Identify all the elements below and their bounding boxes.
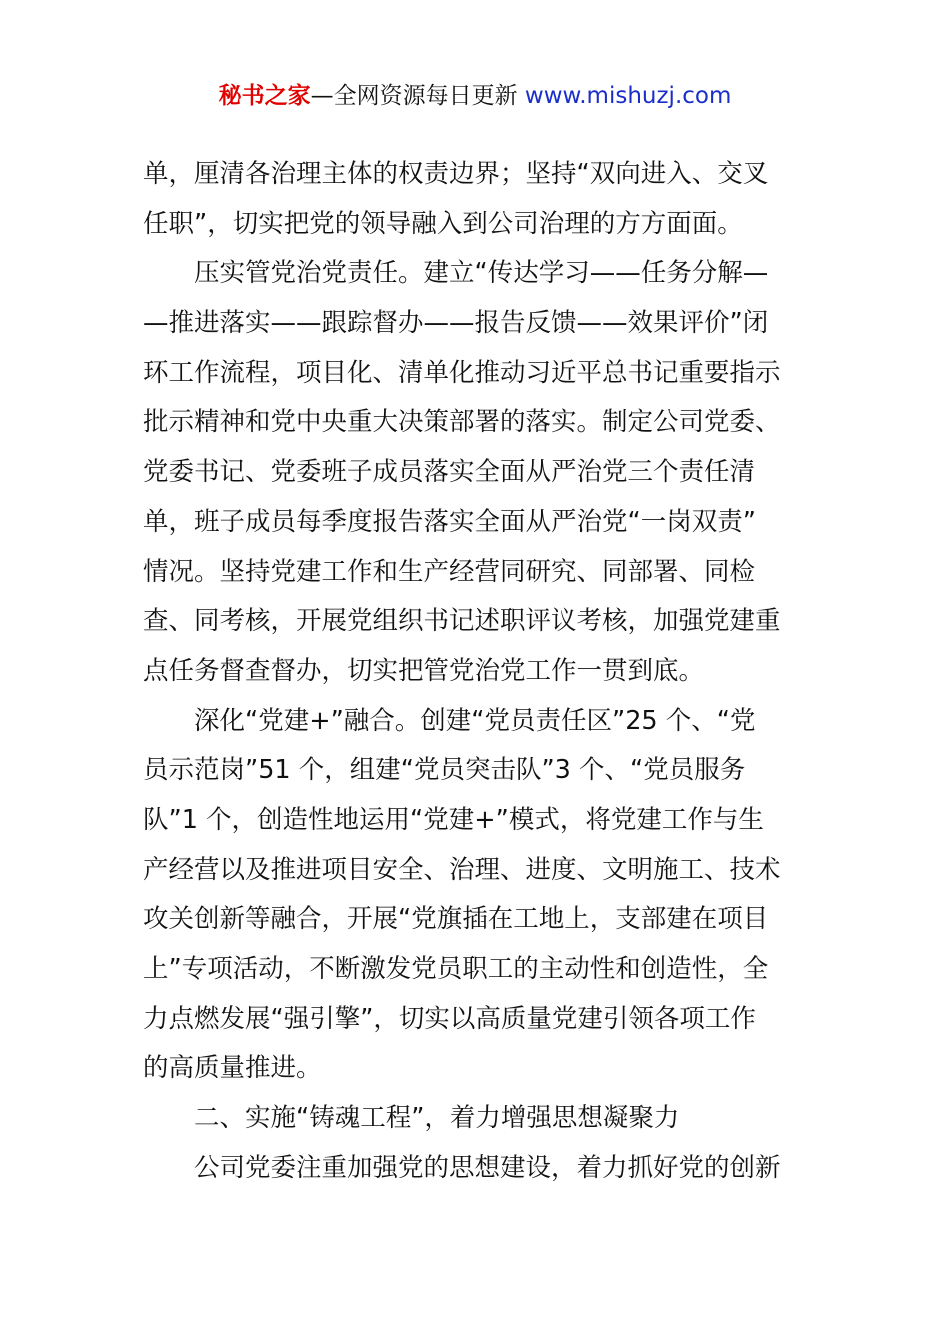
text-line: —推进落实——跟踪督办——报告反馈——效果评价”闭 bbox=[143, 308, 769, 339]
text-line: 上”专项活动，不断激发党员职工的主动性和创造性，全 bbox=[143, 954, 769, 984]
page-header bbox=[0, 80, 950, 112]
text-line: 产经营以及推进项目安全、治理、进度、文明施工、技术 bbox=[143, 854, 781, 885]
text-line: 攻关创新等融合，开展“党旗插在工地上，支部建在项目 bbox=[143, 904, 769, 935]
site-tagline: —全网资源每日更新 bbox=[310, 83, 525, 109]
document-body bbox=[143, 150, 807, 1193]
text-line: 单，班子成员每季度报告落实全面从严治党“一岗双责” bbox=[143, 506, 756, 537]
text-line: 队”1 个，创造性地运用“党建+”模式，将党建工作与生 bbox=[143, 804, 764, 835]
text-line: 公司党委注重加强党的思想建设，着力抓好党的创新 bbox=[194, 1152, 781, 1183]
paragraph-heading: 压实管党治党责任。建立“传达学习——任务分解— bbox=[194, 258, 769, 289]
text-line: 查、同考核，开展党组织书记述职评议考核，加强党建重 bbox=[143, 606, 781, 637]
section-heading: 二、实施“铸魂工程”，着力增强思想凝聚力 bbox=[194, 1103, 680, 1134]
text-line: 党委书记、党委班子成员落实全面从严治党三个责任清 bbox=[143, 457, 756, 488]
text-line: 环工作流程，项目化、清单化推动习近平总书记重要指示 bbox=[143, 357, 781, 388]
text-line: 的高质量推进。 bbox=[143, 1053, 322, 1084]
text-line: 力点燃发展“强引擎”，切实以高质量党建引领各项工作 bbox=[143, 1003, 756, 1034]
text-line: 情况。坚持党建工作和生产经营同研究、同部署、同检 bbox=[143, 556, 756, 587]
text-line: 单，厘清各治理主体的权责边界；坚持“双向进入、交叉 bbox=[143, 159, 769, 189]
text-line: 点任务督查督办，切实把管党治党工作一贯到底。 bbox=[143, 655, 705, 686]
site-url[interactable]: www.mishuzj.com bbox=[524, 83, 732, 109]
text-line: 批示精神和党中央重大决策部署的落实。制定公司党委、 bbox=[143, 407, 781, 438]
paragraph-heading: 深化“党建+”融合。创建“党员责任区”25 个、“党 bbox=[194, 705, 756, 736]
text-line: 任职”，切实把党的领导融入到公司治理的方方面面。 bbox=[143, 208, 743, 239]
site-brand: 秘书之家 bbox=[218, 83, 311, 109]
text-line: 员示范岗”51 个，组建“党员突击队”3 个、“党员服务 bbox=[143, 755, 746, 786]
